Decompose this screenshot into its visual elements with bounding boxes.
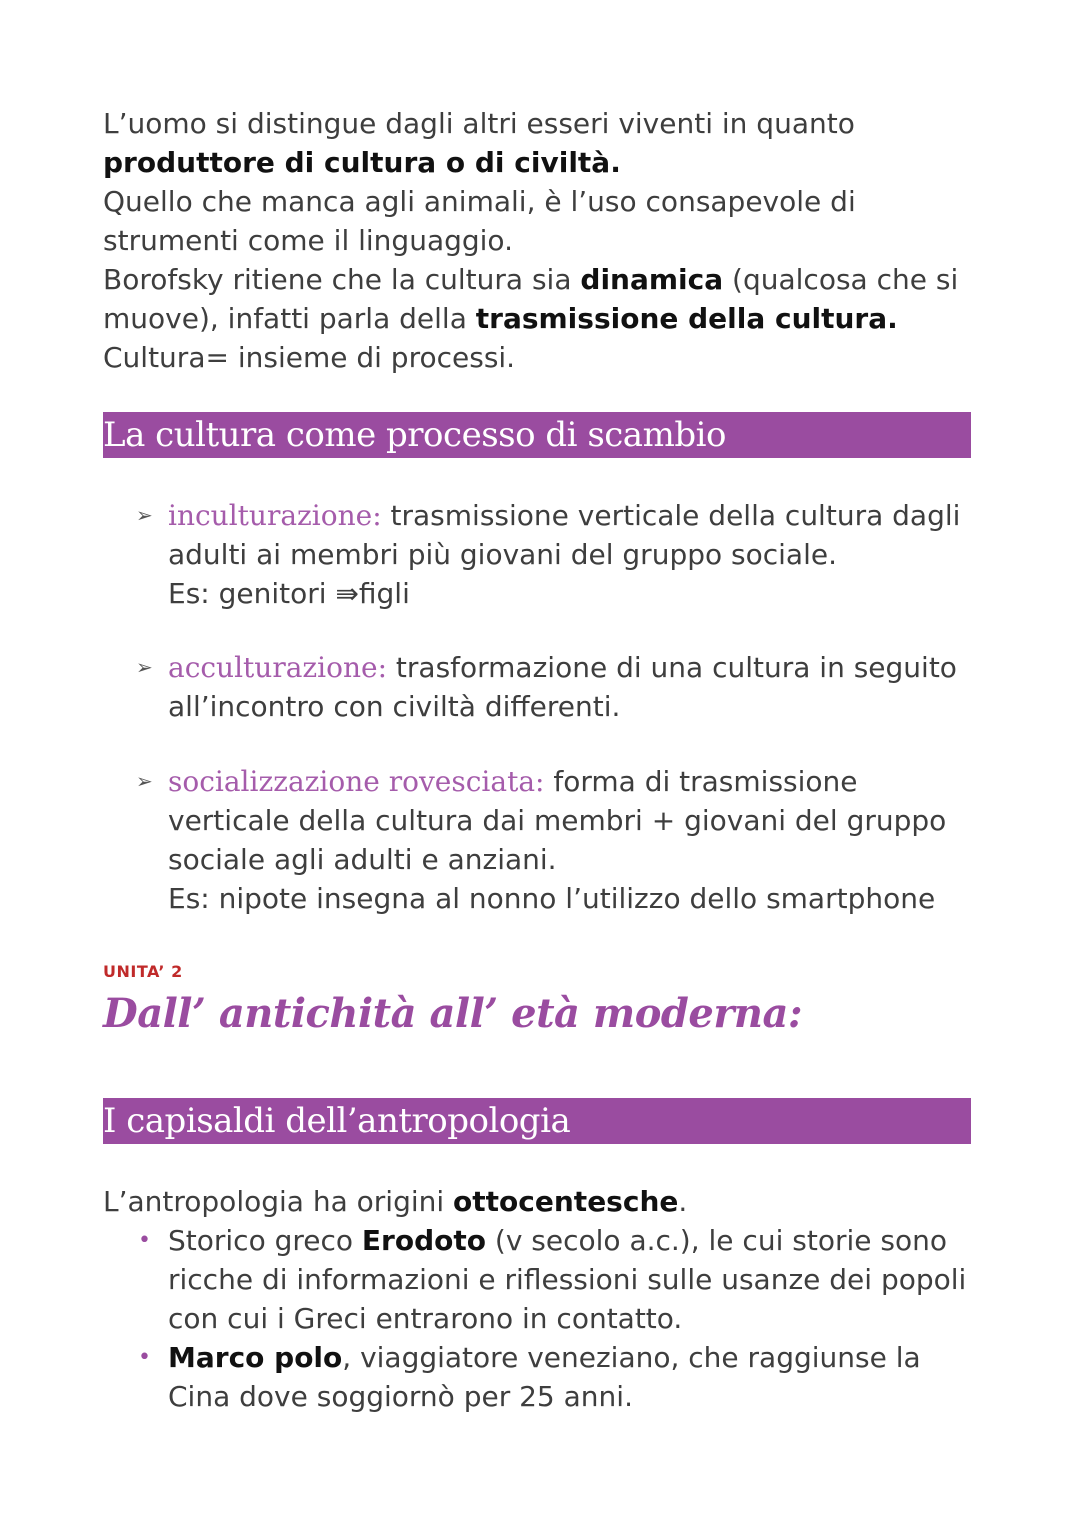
term-label: acculturazione: [168, 651, 388, 684]
section-heading-cultura [103, 412, 971, 458]
term-definition: trasformazione di una cultura in seguito all’incontro con civiltà differenti. [168, 651, 957, 723]
intro-line-1: L’uomo si distingue dagli altri esseri viventi in quanto produttore di cultura o di civiltà. [103, 107, 855, 179]
arrow-bullet-icon: ➢ [136, 655, 153, 679]
intro-paragraph [103, 104, 983, 377]
section-heading-text: La cultura come processo di scambio [103, 415, 726, 455]
intro-line-4: Cultura= insieme di processi. [103, 341, 516, 374]
arrow-bullet-icon: ➢ [136, 769, 153, 793]
section-heading-text: I capisaldi dell’antropologia [103, 1101, 571, 1141]
term-label: inculturazione: [168, 499, 382, 532]
list-item-acculturazione [136, 648, 978, 726]
arrow-bullet-icon: ➢ [136, 503, 153, 527]
list-item-inculturazione [136, 496, 978, 613]
unit-title: Dall’ antichità all’ età moderna: [103, 990, 803, 1037]
bullet-item-erodoto: • Storico greco Erodoto (v secolo a.c.), le cui storie sono ricche di informazioni e riflessioni sulle usanze dei popoli con cui i Greci entrarono in contatto. [168, 1221, 968, 1338]
term-definition: trasmissione verticale della cultura dagli adulti ai membri più giovani del gruppo sociale. [168, 499, 961, 571]
bullet-item-marco-polo: • Marco polo, viaggiatore veneziano, che raggiunse la Cina dove soggiornò per 25 anni. [168, 1338, 968, 1416]
bullet-dot-icon: • [138, 1228, 151, 1253]
term-label: socializzazione rovesciata: [168, 765, 545, 798]
list-item-socializzazione-rovesciata [136, 762, 978, 918]
bullet-dot-icon: • [138, 1345, 151, 1370]
intro-line-2: Quello che manca agli animali, è l’uso consapevole di strumenti come il linguaggio. [103, 185, 856, 257]
antropologia-intro: L’antropologia ha origini ottocentesche. [103, 1185, 688, 1218]
term-definition: forma di trasmissione verticale della cultura dai membri + giovani del gruppo sociale agli adulti e anziani. [168, 765, 947, 876]
term-example: Es: genitori ⇛figli [168, 577, 410, 610]
unit-label: UNITA’ 2 [103, 962, 183, 981]
intro-line-3: Borofsky ritiene che la cultura sia dinamica (qualcosa che si muove), infatti parla della trasmissione della cultura. [103, 263, 959, 335]
section-heading-capisaldi [103, 1098, 971, 1144]
term-example: Es: nipote insegna al nonno l’utilizzo dello smartphone [168, 882, 936, 915]
